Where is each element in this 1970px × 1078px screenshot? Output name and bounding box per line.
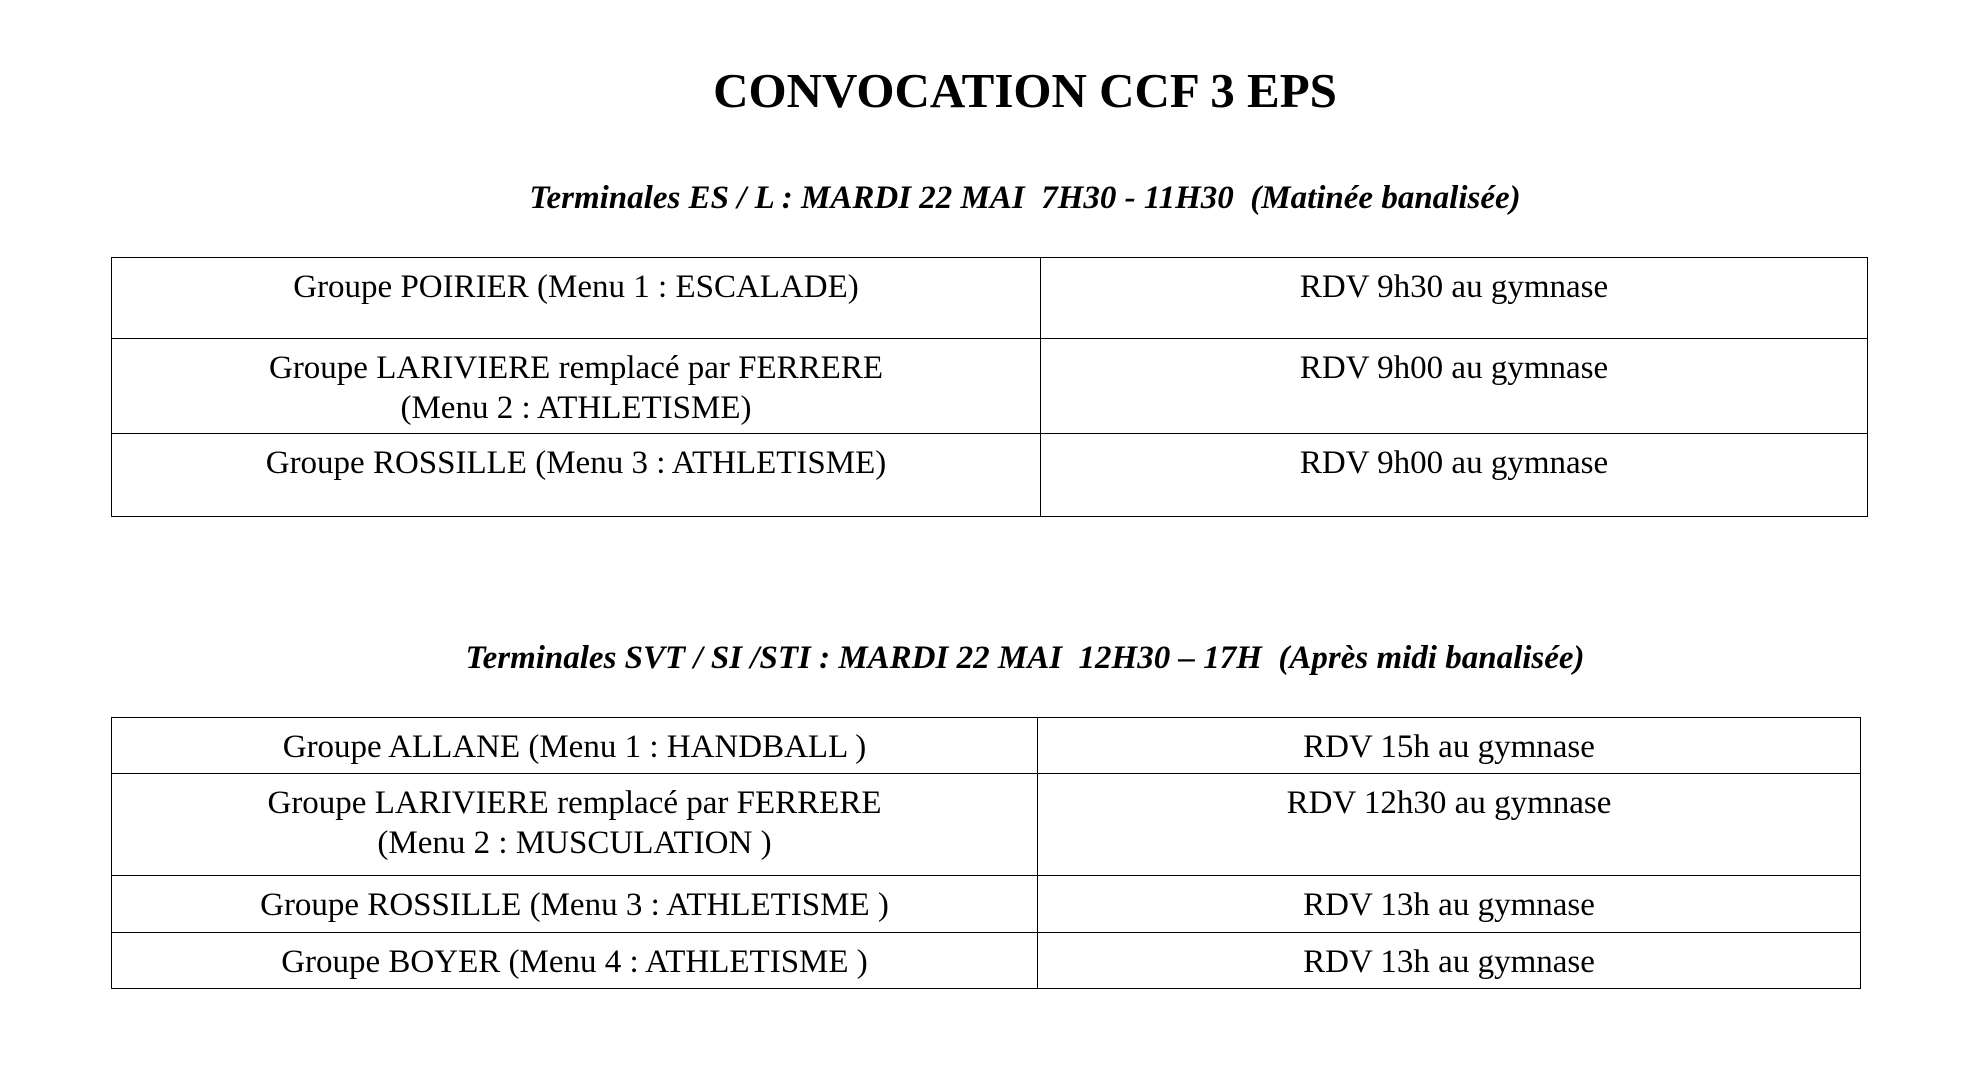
group-cell: Groupe ROSSILLE (Menu 3 : ATHLETISME) bbox=[112, 434, 1041, 517]
table-row bbox=[112, 339, 1868, 434]
rdv-cell: RDV 9h00 au gymnase bbox=[1041, 339, 1868, 434]
schedule-table-es-l bbox=[111, 257, 1868, 517]
section-heading-svt-si-sti: Terminales SVT / SI /STI : MARDI 22 MAI 12H30 – 17H (Après midi banalisée) bbox=[465, 640, 1585, 676]
rdv-cell: RDV 12h30 au gymnase bbox=[1038, 774, 1861, 876]
table-row bbox=[112, 258, 1868, 339]
schedule-table-svt-si-sti bbox=[111, 717, 1861, 989]
page-title: CONVOCATION CCF 3 EPS bbox=[713, 63, 1337, 118]
group-cell: Groupe ROSSILLE (Menu 3 : ATHLETISME ) bbox=[112, 876, 1038, 933]
rdv-cell: RDV 13h au gymnase bbox=[1038, 933, 1861, 989]
rdv-cell: RDV 9h00 au gymnase bbox=[1041, 434, 1868, 517]
rdv-cell: RDV 15h au gymnase bbox=[1038, 718, 1861, 774]
rdv-cell: RDV 9h30 au gymnase bbox=[1041, 258, 1868, 339]
group-cell: Groupe LARIVIERE remplacé par FERRERE (Menu 2 : MUSCULATION ) bbox=[112, 774, 1038, 876]
group-cell: Groupe ALLANE (Menu 1 : HANDBALL ) bbox=[112, 718, 1038, 774]
table-row bbox=[112, 933, 1861, 989]
table-row bbox=[112, 774, 1861, 876]
table-row bbox=[112, 718, 1861, 774]
section-heading-es-l: Terminales ES / L : MARDI 22 MAI 7H30 - 11H30 (Matinée banalisée) bbox=[529, 180, 1521, 216]
group-cell: Groupe BOYER (Menu 4 : ATHLETISME ) bbox=[112, 933, 1038, 989]
table-row bbox=[112, 434, 1868, 517]
rdv-cell: RDV 13h au gymnase bbox=[1038, 876, 1861, 933]
group-cell: Groupe POIRIER (Menu 1 : ESCALADE) bbox=[112, 258, 1041, 339]
table-row bbox=[112, 876, 1861, 933]
group-cell: Groupe LARIVIERE remplacé par FERRERE (Menu 2 : ATHLETISME) bbox=[112, 339, 1041, 434]
